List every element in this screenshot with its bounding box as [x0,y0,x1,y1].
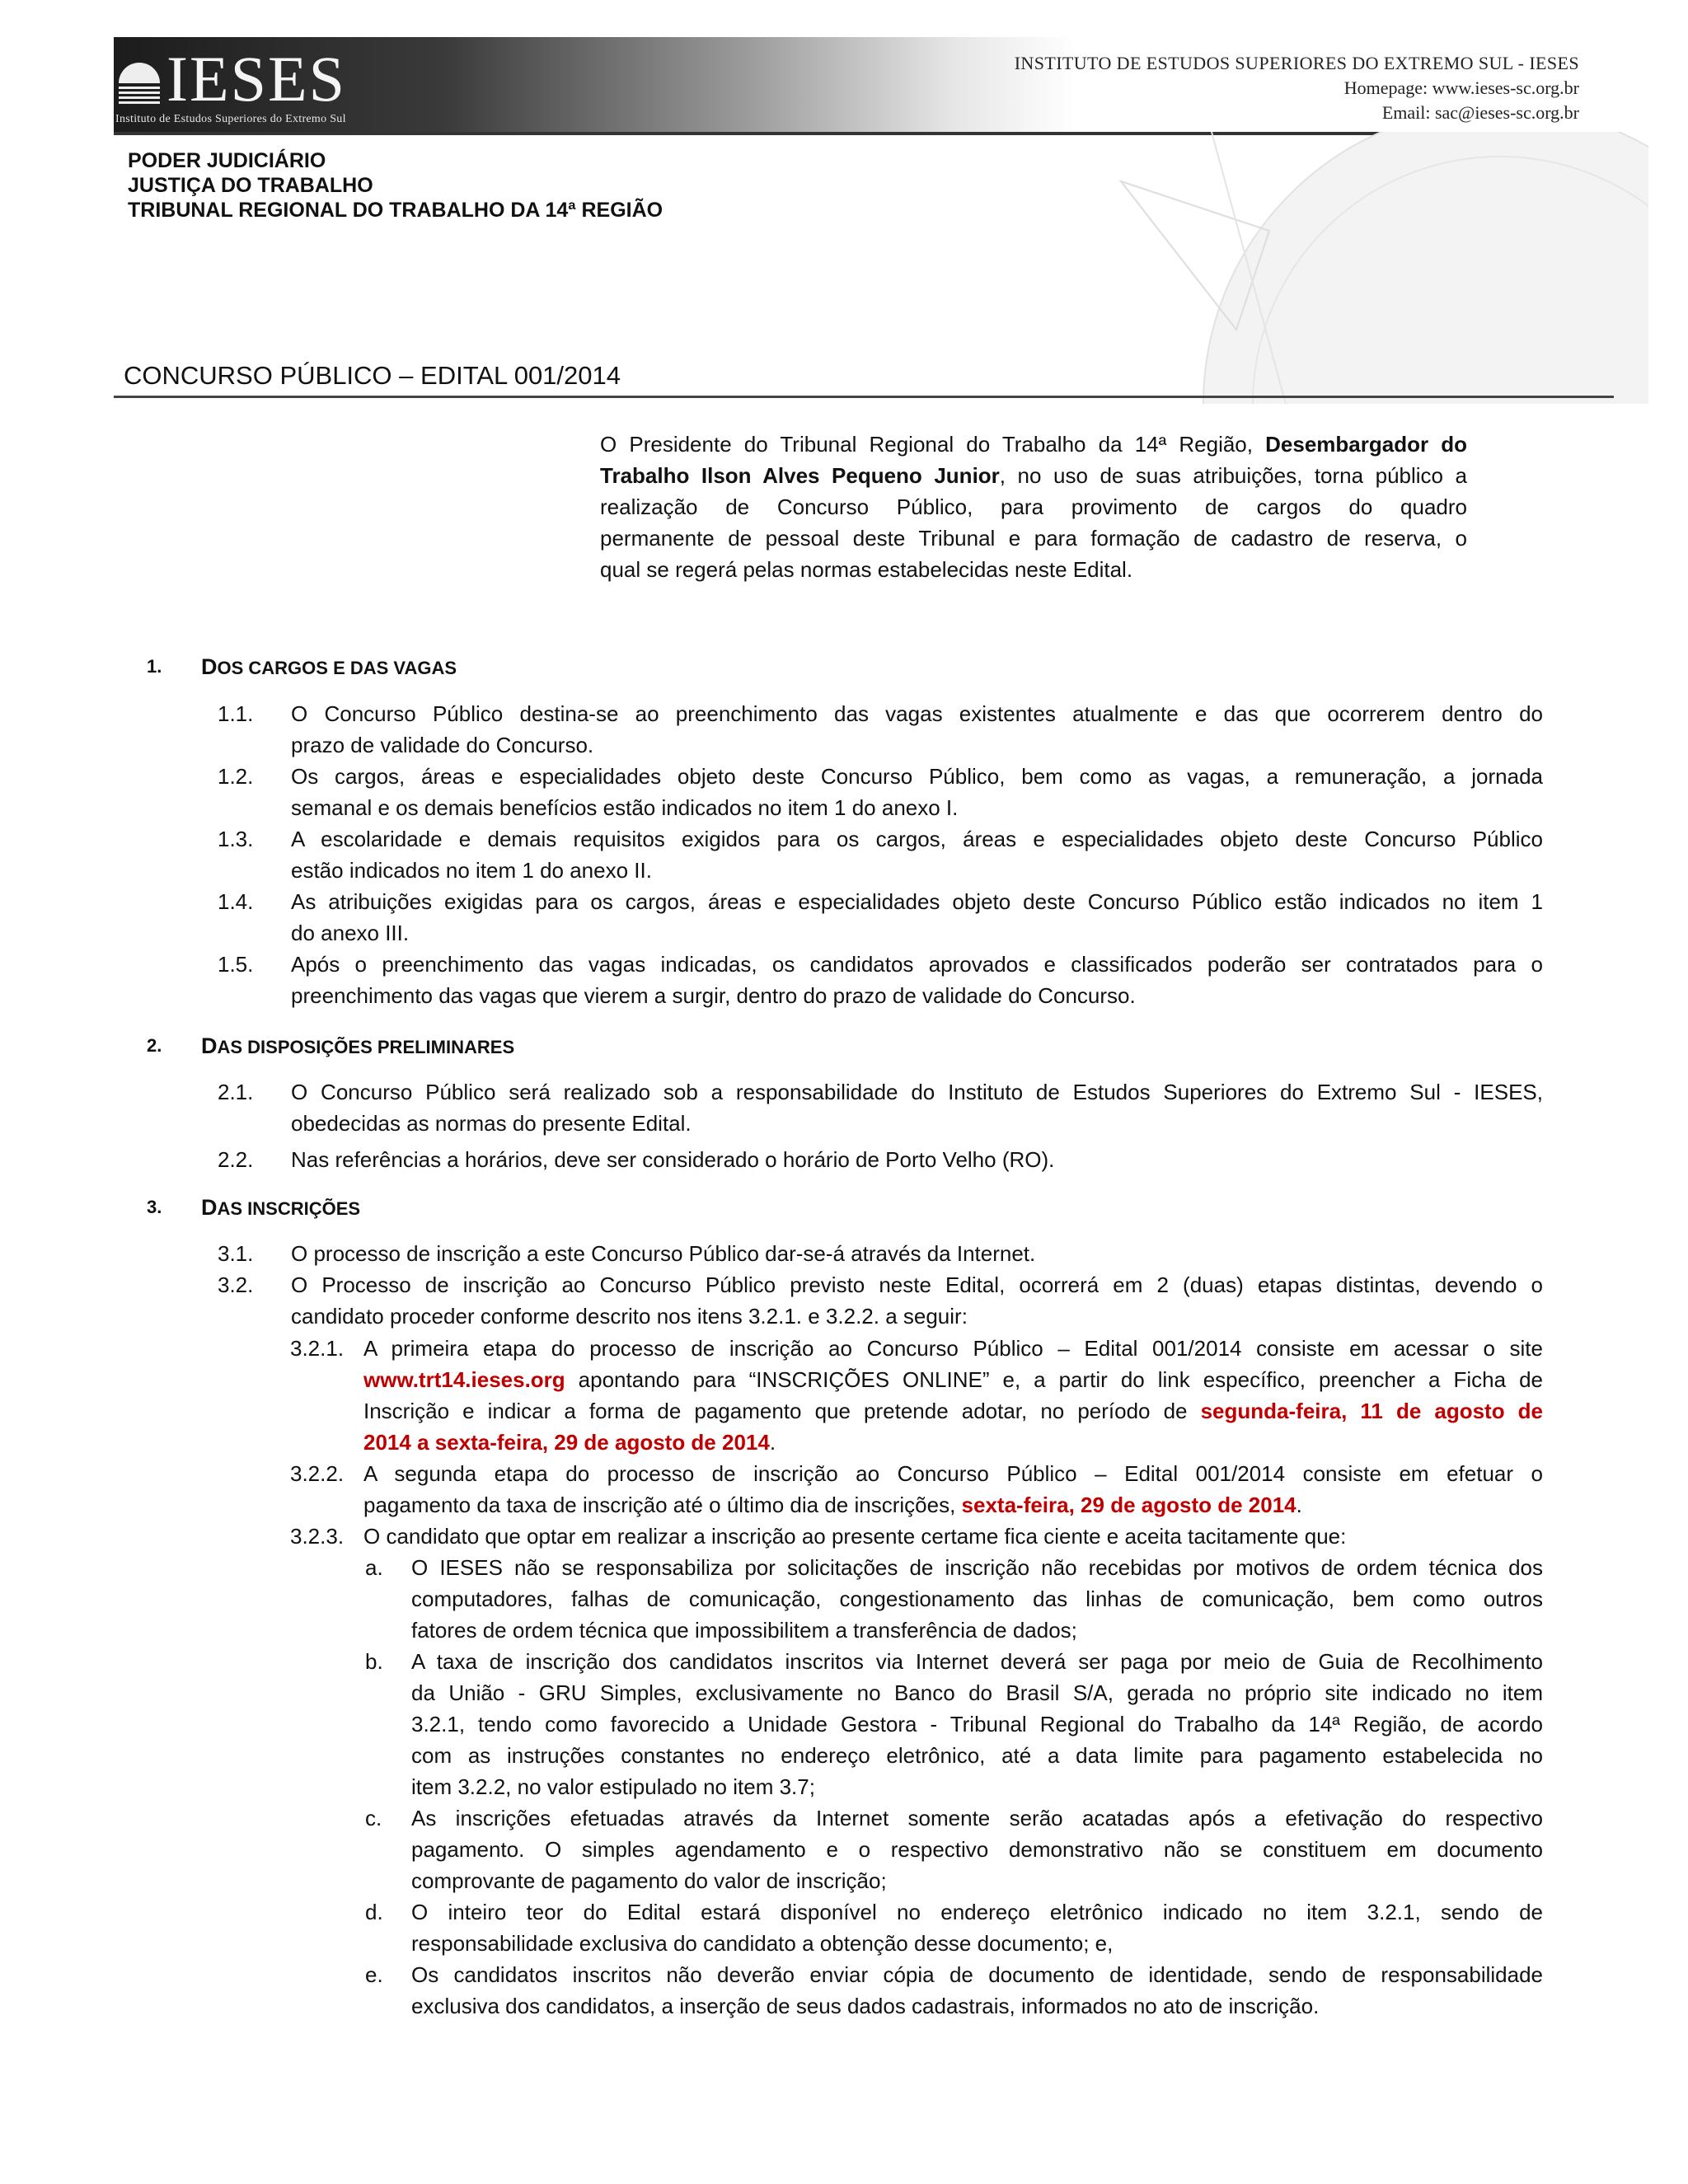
logo-subtitle: Instituto de Estudos Superiores do Extremo Sul [115,113,346,125]
subitem-text: Inscrição e indicar a forma de pagamento que pretende adotar, no período de [363,1399,1201,1423]
list-letter: e. [365,1962,383,1987]
item-text: As atribuições exigidas para os cargos, áreas e especialidades objeto deste Concurso Público estão indicados no item 1 [291,889,1543,914]
preamble-bold: Desembargador do [1265,432,1467,457]
item-text: O Processo de inscrição ao Concurso Público previsto neste Edital, ocorrerá em 2 (duas) etapas distintas, devendo o [291,1272,1543,1297]
ieses-logo [115,43,347,128]
list-letter: c. [365,1806,382,1830]
preamble-text: , no uso de suas atribuições, torna público a [999,463,1467,488]
item-text: Nas referências a horários, deve ser considerado o horário de Porto Velho (RO). [291,1147,1055,1172]
subitem-text: A segunda etapa do processo de inscrição ao Concurso Público – Edital 001/2014 consiste em efetuar o [363,1461,1543,1486]
preamble-bold: Trabalho Ilson Alves Pequeno Junior [600,463,1000,488]
institution-name: INSTITUTO DE ESTUDOS SUPERIORES DO EXTREMO SUL - IESES [1014,53,1579,73]
item-text: candidato proceder conforme descrito nos itens 3.2.1. e 3.2.2. a seguir: [291,1304,968,1329]
section-title: DAS INSCRIÇÕES [201,1195,361,1220]
item-text: prazo de validade do Concurso. [291,733,594,757]
item-number: 3.1. [218,1241,254,1266]
subitem-text: . [1296,1493,1302,1517]
item-text: O processo de inscrição a este Concurso Público dar-se-á através da Internet. [291,1241,1036,1266]
preamble-text: O Presidente do Tribunal Regional do Trabalho da 14ª Região, [600,432,1266,457]
section-number: 3. [147,1197,162,1217]
preamble [600,429,1467,585]
logo-text: IESES [166,43,347,115]
subitem-number: 3.2.2. [290,1461,345,1486]
subitem-text: apontando para “INSCRIÇÕES ONLINE” e, a partir do link específico, preencher a Ficha de [565,1367,1543,1392]
homepage-link[interactable]: Homepage: www.ieses-sc.org.br [1343,77,1579,98]
email-link[interactable]: Email: sac@ieses-sc.org.br [1381,102,1579,123]
title-rule [114,396,1614,398]
watermark-graphic [1071,132,1648,404]
authority-line-1: PODER JUDICIÁRIO [128,149,326,172]
list-letter: a. [365,1555,383,1580]
subitem-number: 3.2.1. [290,1336,345,1361]
preamble-line: permanente de pessoal deste Tribunal e para formação de cadastro de reserva, o [600,526,1467,551]
item-text: Após o preenchimento das vagas indicadas, os candidatos aprovados e classificados poderão ser contratados para o [291,952,1543,977]
item-number: 1.3. [218,827,254,851]
item-number: 2.2. [218,1147,254,1172]
item-text: O Concurso Público destina-se ao preenchimento das vagas existentes atualmente e das que ocorrerem dentro do [291,701,1543,726]
item-number: 1.5. [218,952,254,977]
authority-line-3: TRIBUNAL REGIONAL DO TRABALHO DA 14ª REGIÃO [128,199,663,222]
preamble-line [600,429,1467,460]
section-title: DOS CARGOS E DAS VAGAS [201,654,457,679]
item-text: estão indicados no item 1 do anexo II. [291,858,652,883]
item-text: obedecidas as normas do presente Edital. [291,1111,692,1136]
edital-title: CONCURSO PÚBLICO – EDITAL 001/2014 [124,361,621,390]
item-number: 1.2. [218,764,254,789]
date-highlight: 2014 a sexta-feira, 29 de agosto de 2014 [363,1430,770,1455]
subitem-text: O candidato que optar em realizar a inscrição ao presente certame fica ciente e aceita tacitamente que: [363,1524,1347,1549]
preamble-line [600,460,1467,491]
item-text: Os cargos, áreas e especialidades objeto deste Concurso Público, bem como as vagas, a remuneração, a jornada [291,764,1543,789]
item-text: preenchimento das vagas que vierem a surgir, dentro do prazo de validade do Concurso. [291,983,1136,1008]
item-number: 1.1. [218,701,254,726]
list-letter: d. [365,1900,383,1924]
subitem-text: pagamento da taxa de inscrição até o último dia de inscrições, [363,1493,962,1517]
list-letter: b. [365,1649,383,1674]
sun-emblem-icon [115,50,163,108]
preamble-line: qual se regerá pelas normas estabelecidas neste Edital. [600,557,1133,582]
section-number: 1. [147,656,162,677]
item-text: do anexo III. [291,921,410,945]
item-text: semanal e os demais benefícios estão indicados no item 1 do anexo I. [291,795,959,820]
section-number: 2. [147,1035,162,1056]
section-title: DAS DISPOSIÇÕES PRELIMINARES [201,1033,515,1058]
item-text: O Concurso Público será realizado sob a responsabilidade do Instituto de Estudos Superiores do Extremo Sul - IESES, [291,1080,1543,1104]
preamble-line: realização de Concurso Público, para provimento de cargos do quadro [600,494,1467,519]
item-number: 1.4. [218,889,254,914]
subitem-text: . [769,1430,776,1455]
subitem-number: 3.2.3. [290,1524,345,1549]
item-number: 3.2. [218,1272,254,1297]
site-link[interactable]: www.trt14.ieses.org [363,1367,565,1392]
item-text: A escolaridade e demais requisitos exigidos para os cargos, áreas e especialidades objeto deste Concurso Público [291,827,1543,851]
subitem-text: A primeira etapa do processo de inscrição ao Concurso Público – Edital 001/2014 consiste em acessar o site [363,1336,1543,1361]
institution-info [1015,51,1579,125]
item-number: 2.1. [218,1080,254,1104]
date-highlight: sexta-feira, 29 de agosto de 2014 [961,1493,1296,1517]
authority-block [128,148,663,223]
date-highlight: segunda-feira, 11 de agosto de [1200,1399,1544,1423]
authority-line-2: JUSTIÇA DO TRABALHO [128,174,373,197]
